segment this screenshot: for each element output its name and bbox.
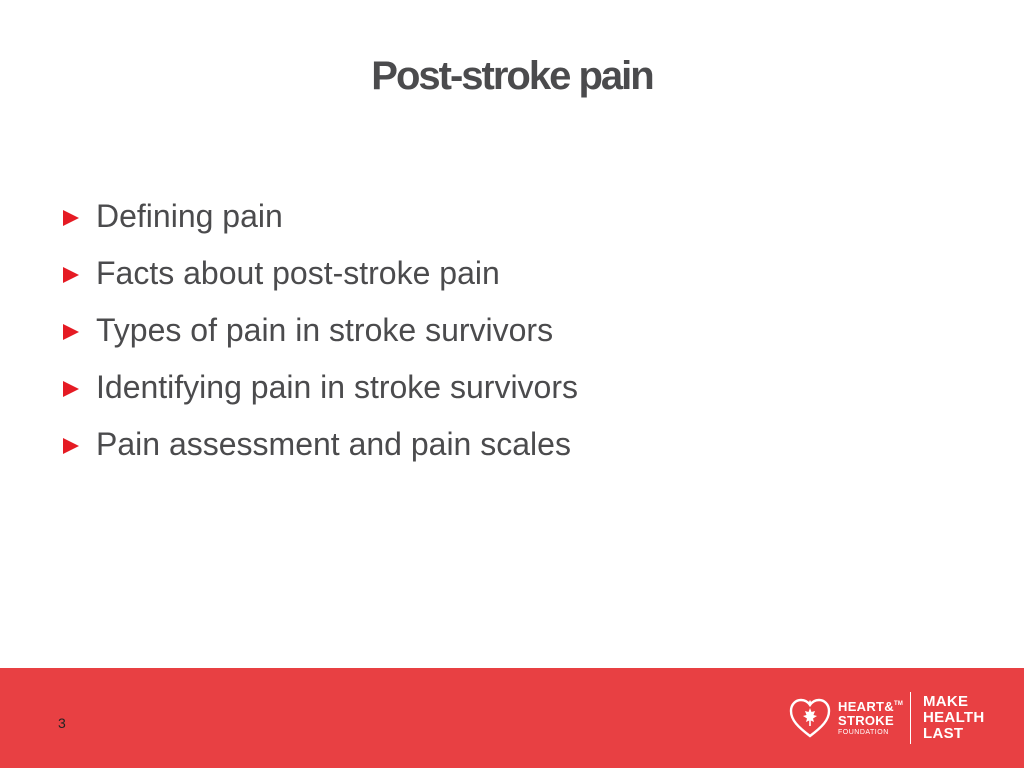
triangle-bullet-icon [63, 210, 79, 226]
logo-divider [910, 692, 911, 744]
bullet-text: Defining pain [96, 198, 283, 234]
logo-name-stroke: STROKE [838, 713, 894, 728]
bullet-text: Facts about post-stroke pain [96, 255, 500, 291]
bullet-item [63, 416, 578, 473]
page-number: 3 [58, 715, 66, 731]
triangle-bullet-icon [63, 381, 79, 397]
logo-name-foundation: FOUNDATION [838, 729, 889, 736]
bullet-text: Types of pain in stroke survivors [96, 312, 554, 348]
triangle-bullet-icon [63, 438, 79, 454]
bullet-item [63, 245, 578, 302]
bullet-item [63, 188, 578, 245]
footer-bar [0, 668, 1024, 768]
logo-name-heart: HEART& [838, 699, 894, 714]
bullet-item [63, 359, 578, 416]
tagline-line: HEALTH [923, 709, 985, 726]
bullet-list [63, 188, 578, 473]
bullet-text: Pain assessment and pain scales [96, 426, 571, 462]
triangle-bullet-icon [63, 267, 79, 283]
trademark-symbol: TM [893, 701, 904, 707]
slide-title: Post-stroke pain [371, 54, 653, 98]
heart-and-stroke-logo [788, 692, 1003, 744]
bullet-text: Identifying pain in stroke survivors [96, 369, 578, 405]
heart-maple-leaf-torch-icon [788, 696, 832, 740]
logo-tagline [923, 694, 985, 742]
tagline-line: LAST [923, 725, 964, 742]
foundation-name [838, 700, 903, 738]
tagline-line: MAKE [923, 693, 969, 710]
triangle-bullet-icon [63, 324, 79, 340]
bullet-item [63, 302, 578, 359]
